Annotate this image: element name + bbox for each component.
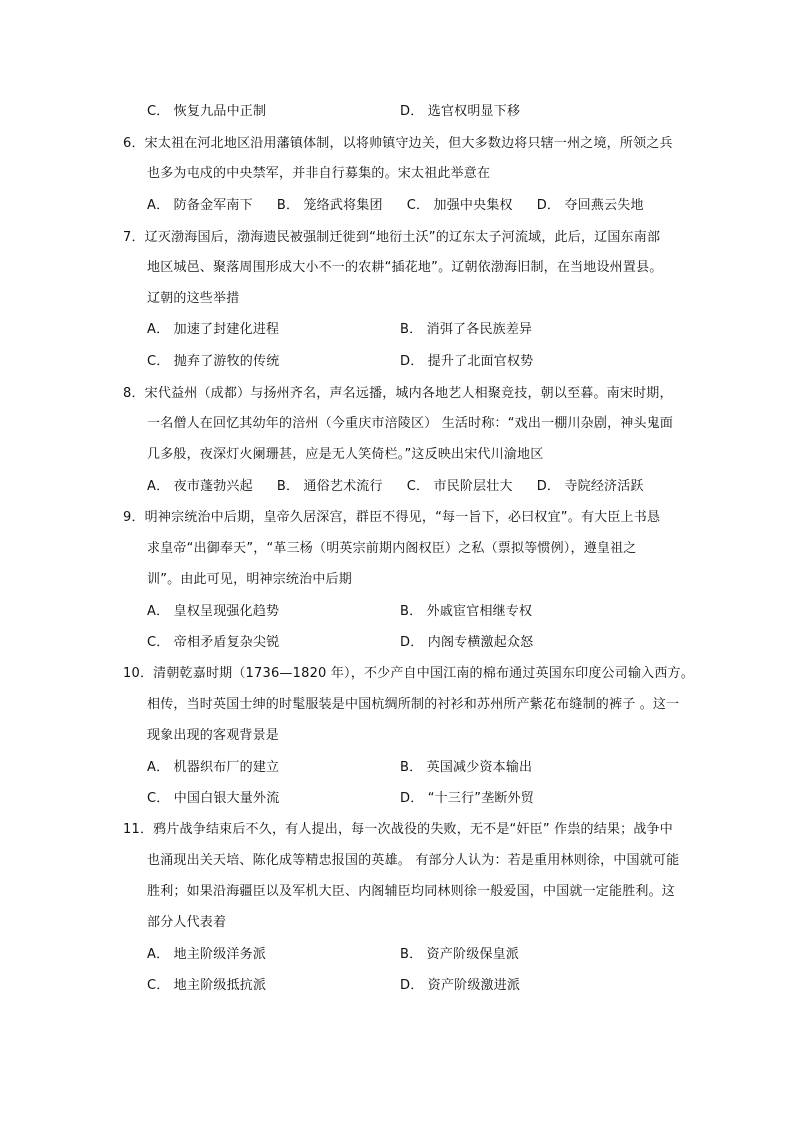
q8-option-b[interactable]: B． 通俗艺术流行 [276, 479, 383, 494]
q8-stem-line3: 几多般，夜深灯火阑珊甚，应是无人笑倚栏。”这反映出宋代川渝地区 [147, 447, 544, 462]
q11-option-d[interactable]: D． 资产阶级激进派 [400, 978, 521, 993]
q6-option-d[interactable]: D． 夺回燕云失地 [536, 198, 644, 213]
q8-options-row [147, 478, 644, 496]
q11-option-b[interactable]: B． 资产阶级保皇派 [400, 947, 520, 962]
q7-option-c[interactable]: C． 抛弃了游牧的传统 [147, 354, 280, 369]
q8-option-d[interactable]: D． 寺院经济活跃 [536, 479, 644, 494]
q6-stem-line2: 也多为屯戍的中央禁军，并非自行募集的。宋太祖此举意在 [147, 166, 491, 181]
q5-option-c[interactable]: C． 恢复九品中正制 [147, 104, 267, 119]
q11-stem-line2: 也涌现出关天培、陈化成等精忠报国的英雄。 有部分人认为：若是重用林则徐，中国就可能 [147, 853, 680, 868]
q10-option-b[interactable]: B． 英国减少资本输出 [400, 760, 533, 775]
q9-option-b[interactable]: B． 外戚宦官相继专权 [400, 604, 533, 619]
q11-stem-line1: 11．鸦片战争结束后不久，有人提出，每一次战役的失败，无不是“奸臣” 作祟的结果；战争中 [123, 822, 673, 837]
q10-option-c[interactable]: C． 中国白银大量外流 [147, 791, 280, 806]
q7-stem-line2: 地区城邑、聚落周围形成大小不一的农耕“插花地”。辽朝依渤海旧制，在当地设州置县。 [147, 260, 663, 275]
q8-stem-line2: 一名僧人在回忆其幼年的涪州（今重庆市涪陵区） 生活时称：“戏出一棚川杂剧，神头鬼面 [147, 416, 674, 431]
q9-option-d[interactable]: D． 内阁专横激起众怒 [400, 635, 534, 650]
q11-stem-line4: 部分人代表着 [147, 915, 227, 930]
q10-option-a[interactable]: A． 机器织布厂的建立 [147, 760, 280, 775]
q6-options-row [147, 197, 644, 215]
q6-option-b[interactable]: B． 笼络武将集团 [276, 198, 383, 213]
q5-option-d[interactable]: D． 选官权明显下移 [400, 104, 521, 119]
q6-option-a[interactable]: A． 防备金军南下 [147, 198, 253, 213]
q7-option-b[interactable]: B． 消弭了各民族差异 [400, 322, 533, 337]
q9-option-a[interactable]: A． 皇权呈现强化趋势 [147, 604, 280, 619]
q7-stem-line1: 7．辽灭渤海国后，渤海遗民被强制迁徙到“地衍土沃”的辽东太子河流域，此后，辽国东南部 [123, 230, 661, 245]
q10-stem-line2: 相传，当时英国士绅的时髦服装是中国杭绸所制的衬衫和苏州所产紫花布缝制的裤子 。这一 [147, 697, 680, 712]
q8-option-a[interactable]: A． 夜市蓬勃兴起 [147, 479, 253, 494]
q10-option-d[interactable]: D． “十三行”垄断外贸 [400, 791, 535, 806]
q10-stem-line1: 10．清朝乾嘉时期（1736—1820 年），不少产自中国江南的棉布通过英国东印度公司输入西方。 [123, 666, 694, 681]
q11-option-a[interactable]: A． 地主阶级洋务派 [147, 947, 267, 962]
q10-stem-line3: 现象出现的客观背景是 [147, 728, 280, 743]
q7-option-a[interactable]: A． 加速了封建化进程 [147, 322, 280, 337]
q9-stem-line2: 求皇帝“出御奉天”，“革三杨（明英宗前期内阁权臣）之私（票拟等惯例），遵皇祖之 [147, 541, 637, 556]
q11-option-c[interactable]: C． 地主阶级抵抗派 [147, 978, 267, 993]
q8-option-c[interactable]: C． 市民阶层壮大 [406, 479, 513, 494]
q7-option-d[interactable]: D． 提升了北面官权势 [400, 354, 534, 369]
q9-option-c[interactable]: C． 帝相矛盾复杂尖锐 [147, 635, 280, 650]
q6-stem-line1: 6．宋太祖在河北地区沿用藩镇体制，以将帅镇守边关，但大多数边将只辖一州之境，所领之兵 [123, 136, 673, 151]
q7-stem-line3: 辽朝的这些举措 [147, 291, 240, 306]
q9-stem-line3: 训”。由此可见，明神宗统治中后期 [147, 572, 352, 587]
q11-stem-line3: 胜利；如果沿海疆臣以及军机大臣、内阁辅臣均同林则徐一般爱国，中国就一定能胜利。这 [147, 884, 676, 899]
q8-stem-line1: 8．宋代益州（成都）与扬州齐名，声名远播，城内各地艺人相聚竞技，朝以至暮。南宋时期， [123, 386, 673, 401]
q9-stem-line1: 9．明神宗统治中后期，皇帝久居深宫，群臣不得见，“每一旨下，必曰权宜”。有大臣上书恳 [123, 510, 661, 525]
q6-option-c[interactable]: C． 加强中央集权 [406, 198, 513, 213]
